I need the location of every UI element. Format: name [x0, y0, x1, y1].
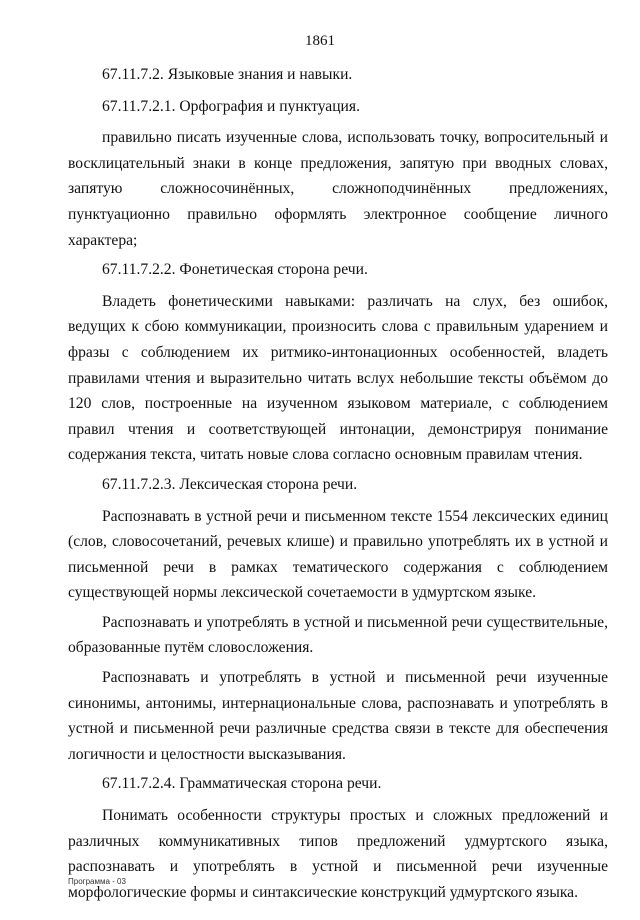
section-heading-lexis: 67.11.7.2.3. Лексическая сторона речи. [102, 475, 358, 493]
page-number: 1861 [305, 33, 335, 49]
paragraph-lexis-2: Распознавать и употреблять в устной и письменной речи существительные, образованные путём словосложения. [68, 613, 608, 657]
section-heading-orthography: 67.11.7.2.1. Орфография и пунктуация. [102, 97, 360, 115]
document-body [68, 62, 608, 909]
paragraph-lexis-1: Распознавать в устной речи и письменном тексте 1554 лексических единиц (слов, словосочетаний, речевых клише) и правильно употреблять их в устной и письменной речи в рамках тематического содержания с соблюдением существующей нормы лексической сочетаемости в удмуртском языке. [68, 507, 608, 602]
paragraph-lexis-3: Распознавать и употреблять в устной и письменной речи изученные синонимы, антонимы, интернациональные слова, распознавать и употреблять в устной и письменной речи различные средства связи в тексте для обеспечения логичности и целостности высказывания. [68, 669, 608, 763]
section-heading-language-skills: 67.11.7.2. Языковые знания и навыки. [102, 66, 353, 83]
paragraph-grammar: Понимать особенности структуры простых и сложных предложений и различных коммуникативных типов предложений удмуртского языка, распознавать и употреблять в устной и письменной речи изученные морфологические формы и синтаксические конструкций удмуртского языка. [68, 807, 608, 901]
section-heading-grammar: 67.11.7.2.4. Грамматическая сторона речи. [102, 775, 382, 793]
footer-program-label: Программа - 03 [68, 877, 126, 886]
section-heading-phonetics: 67.11.7.2.2. Фонетическая сторона речи. [102, 261, 368, 279]
paragraph-orthography: правильно писать изученные слова, использовать точку, вопросительный и восклицательный знаки в конце предложения, запятую при вводных словах, запятую сложносочинённых, сложноподчинённых предложениях, пунктуационно правильно оформлять электронное сообщение личного характера; [68, 129, 608, 249]
paragraph-phonetics: Владеть фонетическими навыками: различать на слух, без ошибок, ведущих к сбою коммуникации, произносить слова с правильным ударением и фразы с соблюдением их ритмико-интонационных особенностей, владеть правилами чтения и выразительно читать вслух небольшие тексты объёмом до 120 слов, построенные на изученном языковом материале, с соблюдением правил чтения и соответствующей интонации, демонстрируя понимание содержания текста, читать новые слова согласно основным правилам чтения. [68, 292, 608, 464]
